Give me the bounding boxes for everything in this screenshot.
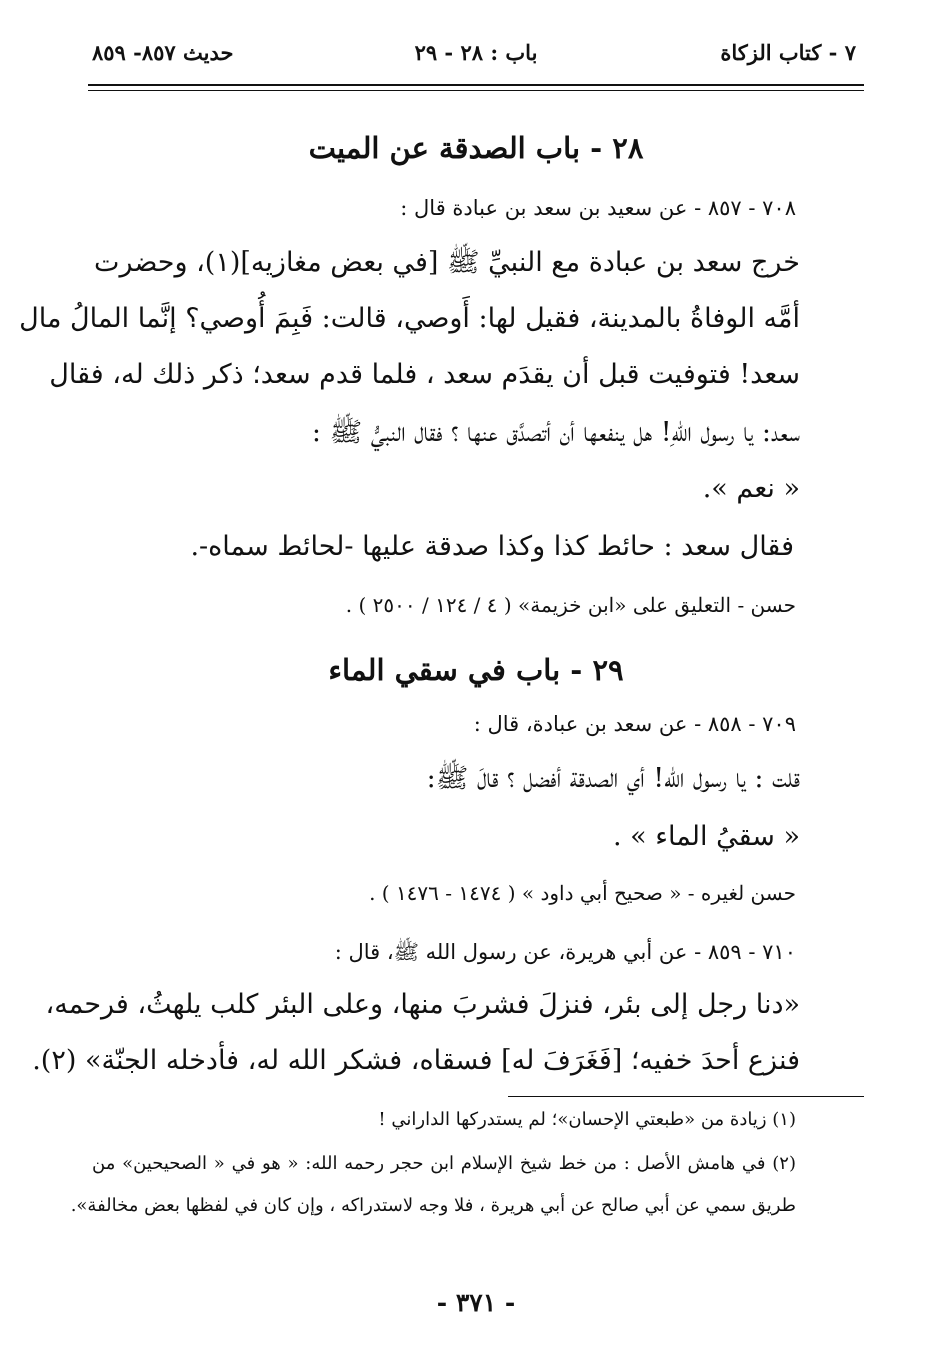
- footnote-1: (١) زيادة من «طبعتي الإحسان»؛ لم يستدركها الداراني !: [378, 1109, 796, 1130]
- hadith-text-line: سعد! فتوفيت قبل أن يقدَم سعد ، فلما قدم سعد؛ ذكر ذلك له، فقال: [49, 359, 800, 390]
- hadith-text-line: سعد: يا رسول اللهِ! هل ينفعها أن أتصدَّق عنها ؟ فقال النبيُّ ﷺ :: [311, 417, 800, 448]
- hadith-isnad-858: ٧٠٩ - ٨٥٨ - عن سعد بن عبادة، قال :: [473, 712, 796, 736]
- header-rule-thin: [88, 90, 864, 91]
- hadith-isnad-859: ٧١٠ - ٨٥٩ - عن أبي هريرة، عن رسول الله ﷺ، قال :: [334, 940, 796, 964]
- hadith-text-line: « سقيُ الماء » .: [613, 821, 800, 852]
- header-book-title: ٧ - كتاب الزكاة: [720, 40, 856, 65]
- hadith-isnad-857: ٧٠٨ - ٨٥٧ - عن سعيد بن سعد بن عبادة قال :: [400, 196, 796, 220]
- header-rule-thick: [88, 84, 864, 86]
- hadith-text-line: «دنا رجل إلى بئر، فنزلَ فشربَ منها، وعلى البئر كلب يلهثُ، فرحمه،: [45, 989, 800, 1020]
- hadith-text-line: « نعم ».: [702, 473, 800, 504]
- hadith-grade-858: حسن لغيره - « صحيح أبي داود » ( ١٤٧٤ - ١٤٧٦ ) .: [369, 881, 796, 905]
- footnote-separator: [508, 1096, 864, 1097]
- hadith-text-line: قلت : يا رسول الله! أي الصدقة أفضل ؟ قالَ ﷺ:: [426, 763, 800, 794]
- header-chapter-range: باب : ٢٨ - ٢٩: [414, 40, 538, 65]
- hadith-text-line: أمَّه الوفاةُ بالمدينة، فقيل لها: أَوصي، قالت: فَبِمَ أُوصي؟ إنَّما المالُ مال: [19, 303, 800, 334]
- hadith-text-line: خرج سعد بن عبادة مع النبيِّ ﷺ [في بعض مغازيه](١)، وحضرت: [94, 247, 800, 278]
- chapter-heading-29: ٢٩ - باب في سقي الماء: [328, 653, 624, 687]
- hadith-text-line: فقال سعد : حائط كذا وكذا صدقة عليها -لحائط سماه-.: [190, 531, 794, 562]
- chapter-heading-28: ٢٨ - باب الصدقة عن الميت: [308, 131, 644, 165]
- footnote-2-continued: طريق سمي عن أبي صالح عن أبي هريرة ، فلا وجه لاستدراكه ، وإن كان في لفظها بعض مخالفة».: [70, 1195, 796, 1216]
- footnote-2: (٢) في هامش الأصل : من خط شيخ الإسلام ابن حجر رحمه الله: « هو في « الصحيحين» من: [92, 1153, 796, 1174]
- hadith-text-line: فنزع أحدَ خفيه؛ [فَغَرَفَ له] فسقاه، فشكر الله له، فأدخله الجنّة» (٢).: [32, 1045, 800, 1076]
- page-number: - ٣٧١ -: [436, 1288, 516, 1317]
- hadith-grade-857: حسن - التعليق على «ابن خزيمة» ( ٤ / ١٢٤ / ٢٥٠٠ ) .: [345, 593, 796, 617]
- header-hadith-range: حديث ٨٥٧- ٨٥٩: [92, 40, 234, 65]
